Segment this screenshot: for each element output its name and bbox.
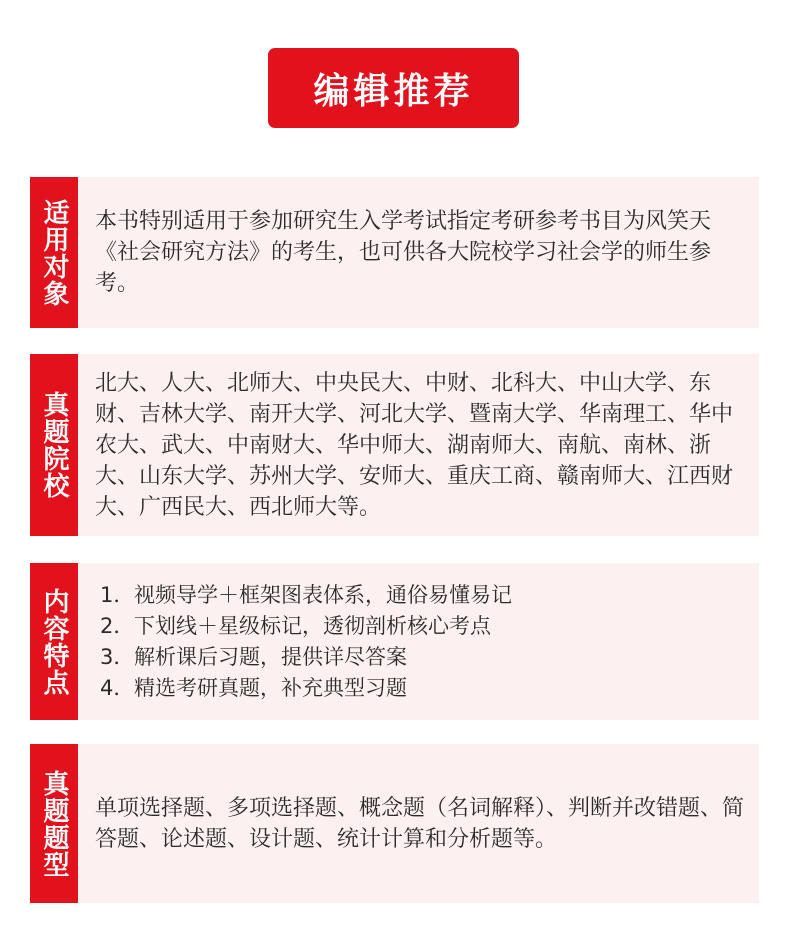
section-tag-label: 真题题型 (39, 769, 69, 878)
section-text: 北大、人大、北师大、中央民大、中财、北科大、中山大学、东财、吉林大学、南开大学、河北大学、暨南大学、华南理工、华中农大、武大、中南财大、华中师大、湖南师大、南航、南林、浙大、山东大学、苏州大学、安师大、重庆工商、赣南师大、江西财大、广西民大、西北师大等。 (95, 370, 734, 520)
list-item-text: 解析课后习题，提供详尽答案 (134, 644, 407, 669)
list-item-number: 3． (100, 644, 135, 669)
section-text: 单项选择题、多项选择题、概念题（名词解释）、判断并改错题、简答题、论述题、设计题、统计计算和分析题等。 (95, 795, 745, 852)
list-item (100, 580, 745, 611)
section-tag-label: 内容特点 (39, 587, 69, 696)
list-item-text: 下划线＋星级标记，透彻剖析核心考点 (134, 613, 491, 638)
section-text: 本书特别适用于参加研究生入学考试指定考研参考书目为风笑天《社会研究方法》的考生，也可供各大院校学习社会学的师生参考。 (95, 209, 712, 296)
section-exam-schools (30, 354, 759, 536)
section-body (78, 354, 759, 536)
list-item-number: 1． (100, 582, 135, 607)
list-item-number: 2． (100, 613, 135, 638)
section-tag (30, 563, 78, 720)
list-item-text: 精选考研真题，补充典型习题 (134, 675, 407, 700)
section-question-types (30, 744, 759, 903)
section-content-features (30, 563, 759, 720)
section-body (78, 744, 759, 903)
section-body (78, 563, 759, 720)
editor-recommend-banner (268, 48, 519, 128)
banner-title: 编辑推荐 (313, 70, 474, 112)
list-item (100, 611, 745, 642)
list-item-number: 4． (100, 675, 135, 700)
list-item-text: 视频导学＋框架图表体系，通俗易懂易记 (134, 582, 512, 607)
section-tag-label: 适用对象 (39, 198, 69, 307)
list-item (100, 642, 745, 673)
section-tag-label: 真题院校 (39, 391, 69, 499)
section-tag (30, 744, 78, 903)
list-item (100, 673, 745, 704)
section-body (78, 177, 759, 328)
section-tag (30, 177, 78, 328)
section-target-audience (30, 177, 759, 328)
section-tag (30, 354, 78, 536)
